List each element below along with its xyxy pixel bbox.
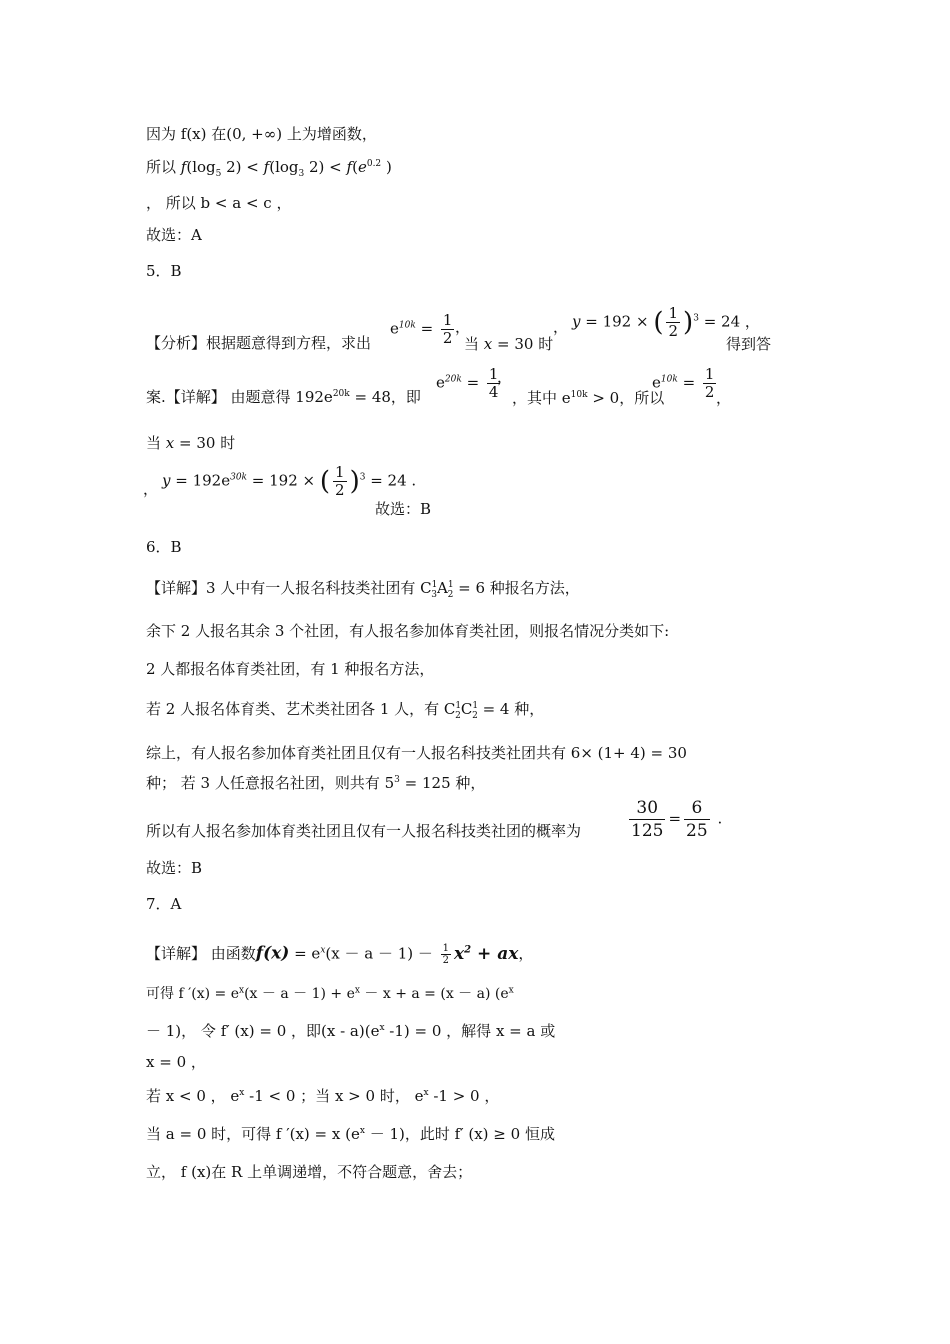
text-line: ， xyxy=(716,389,732,407)
text-line: － 1)， 令 f′ (x) = 0 ，即$(x - a)(e^x$ -1) = 0 ，解得 x = a 或 xyxy=(146,1022,556,1040)
text-line: 当 x = 30 时 xyxy=(464,335,554,353)
text-line: 故选：B xyxy=(375,500,432,518)
text-line: 得到答 xyxy=(726,335,772,353)
text-line: ， xyxy=(455,318,471,336)
text-line: 当 x = 30 时 xyxy=(146,434,236,452)
text-line: 若 2 人报名体育类、艺术类社团各 1 人，有 $C^1_2C^1_2 = 4$ 种， xyxy=(146,700,545,721)
formula: $e^{20k}$ = $\frac{1}{4}$ xyxy=(436,365,499,401)
formula: $e^{10k}$ = $\frac{1}{2}$ xyxy=(390,311,453,347)
text-line: 故选：A xyxy=(146,226,202,244)
text-line: 案.【详解】 由题意得 $192e^{20k} = 48$，即 xyxy=(146,388,421,406)
text-line: ， 所以 b < a < c ， xyxy=(146,194,292,212)
text-line: 种； 若 3 人任意报名社团，则共有 $5^3 = 125$ 种， xyxy=(146,774,486,792)
text-line: 【分析】根据题意得到方程，求出 xyxy=(146,334,372,352)
text-line: 【详解】 由函数$f(x) = e^x(x - a - 1)$ － $\frac{1}{2}$ $x^2$ + ax， xyxy=(146,943,534,966)
formula: $e^{10k}$ = $\frac{1}{2}$ xyxy=(652,365,715,401)
text-line: ，其中 $e^{10k} > 0$，所以 xyxy=(512,389,665,407)
text-line: 2 人都报名体育类社团，有 1 种报名方法， xyxy=(146,660,435,678)
question-number: 6．B xyxy=(146,538,182,556)
text-line: ， xyxy=(497,368,513,386)
text-line: ， xyxy=(553,318,569,336)
question-number: 7．A xyxy=(146,895,182,913)
text-line: 当 a = 0 时，可得 f ′(x) = x $(e^x - 1)$，此时 f′ (x) ≥ 0 恒成 xyxy=(146,1125,555,1143)
formula: y = 192 × ( $\frac{1}{2}$ )$^3$ = 24 ， xyxy=(572,304,760,340)
text-line: ， xyxy=(143,480,159,498)
question-number: 5．B xyxy=(146,262,182,280)
formula: $y = 192e^{30k} = 192$ × ( $\frac{1}{2}$ )$^3$ = 24 . xyxy=(162,463,417,499)
text-line: 立， f (x)在 R 上单调递增，不符合题意，舍去； xyxy=(146,1163,473,1181)
text-line: 余下 2 人报名其余 3 个社团，有人报名参加体育类社团，则报名情况分类如下: xyxy=(146,622,670,640)
text-line: 若 x < 0 ， $e^x$ -1 < 0 ；当 x > 0 时， $e^x$ -1 > 0 ， xyxy=(146,1087,500,1105)
text-line: 综上，有人报名参加体育类社团且仅有一人报名科技类社团共有 6× (1+ 4) = 30 xyxy=(146,744,687,762)
text-line: 可得 f $'(x) = e^x(x - a - 1) + e^x - x + a = (x - a)$ ($e^x$ xyxy=(146,985,514,1002)
text-line: 所以 $f(\log_5$ $2) < f(\log_3$ $2) < f(e^{0.2}$ ) xyxy=(146,158,392,179)
text-line: 【详解】3 人中有一人报名科技类社团有 $C^1_3A^1_2 = 6$ 种报名方法， xyxy=(146,579,580,600)
text-line: 故选：B xyxy=(146,859,203,877)
text-line: 因为 f(x) 在(0, +∞) 上为增函数， xyxy=(146,125,377,143)
text-line: x = 0 ， xyxy=(146,1053,206,1071)
formula: $\frac{30}{125}$ = $\frac{6}{25}$ . xyxy=(631,798,723,841)
text-line: 所以有人报名参加体育类社团且仅有一人报名科技类社团的概率为 xyxy=(146,822,582,840)
